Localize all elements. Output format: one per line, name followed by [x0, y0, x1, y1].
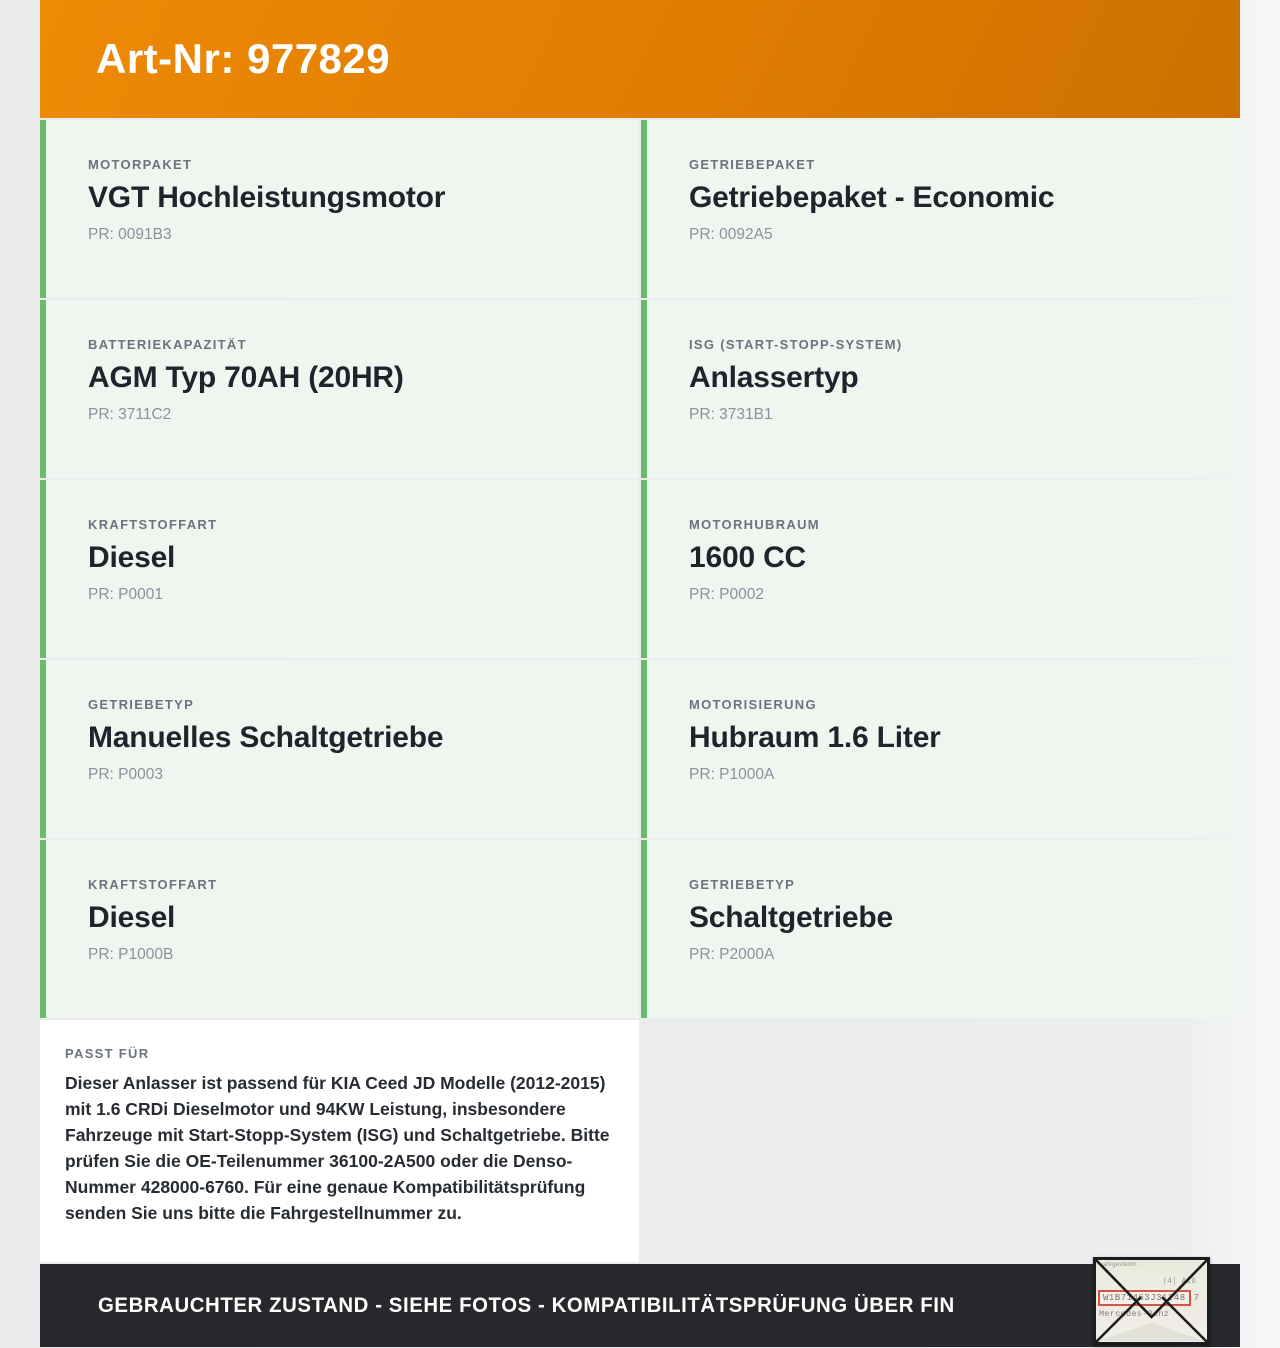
spec-card-motorpaket [40, 120, 639, 298]
spec-card-pr-code: PR: 3711C2 [88, 406, 172, 423]
condition-notice: GEBRAUCHTER ZUSTAND - SIEHE FOTOS - KOMPATIBILITÄTSPRÜFUNG ÜBER FIN [98, 1293, 955, 1317]
header-banner [40, 0, 1240, 118]
spec-card-getriebepaket [641, 120, 1240, 298]
spec-card-pr-code: PR: 0092A5 [689, 226, 773, 243]
spec-card-label: KRAFTSTOFFART [88, 877, 218, 892]
spec-card-title: Schaltgetriebe [689, 901, 893, 934]
spec-card-label: KRAFTSTOFFART [88, 517, 218, 532]
vin-highlight-box: W1B71463J31248 [1098, 1290, 1191, 1306]
spec-card-getriebetyp-2 [641, 840, 1240, 1018]
spec-card-motorhubraum [641, 480, 1240, 658]
spec-card-pr-code: PR: P2000A [689, 946, 775, 963]
spec-grid [40, 120, 1240, 1262]
spec-card-batteriekapazitaet [40, 300, 639, 478]
spec-card-title: Getriebepaket - Economic [689, 181, 1055, 214]
spec-card-label: BATTERIEKAPAZITÄT [88, 337, 247, 352]
fitment-description: Dieser Anlasser ist passend für KIA Ceed JD Modelle (2012-2015) mit 1.6 CRDi Dieselmotor und 94KW Leistung, insbesondere Fahrzeuge mit Start-Stopp-System (ISG) und Schaltgetriebe. Bitte prüfen Sie die OE-Teilenummer 36100-2A500 oder die Denso-Nummer 428000-6760. Für eine genaue Kompatibilitätsprüfung senden Sie uns bitte die Fahrgestellnummer zu. [65, 1073, 610, 1223]
spec-card-label: ISG (START-STOPP-SYSTEM) [689, 337, 903, 352]
spec-card-title: 1600 CC [689, 541, 807, 574]
spec-card-title: Manuelles Schaltgetriebe [88, 721, 444, 754]
footer-bar [40, 1264, 1240, 1347]
spec-card-getriebetyp [40, 660, 639, 838]
spec-card-label: MOTORISIERUNG [689, 697, 817, 712]
spec-card-isg [641, 300, 1240, 478]
spec-card-title: VGT Hochleistungsmotor [88, 181, 446, 214]
document-note: |4| Ai6 [1162, 1277, 1196, 1286]
vin-envelope-image [1093, 1257, 1210, 1345]
spec-card-pr-code: PR: P0003 [88, 766, 163, 783]
page [40, 0, 1240, 1347]
vehicle-brand-text: Mercedes-Benz [1099, 1309, 1170, 1319]
vin-field-label: Fahrgestellnr. [1099, 1262, 1139, 1268]
empty-cell [641, 1020, 1240, 1262]
spec-card-title: Anlassertyp [689, 361, 859, 394]
spec-card-pr-code: PR: 0091B3 [88, 226, 172, 243]
article-number-title: Art-Nr: 977829 [96, 35, 391, 82]
spec-card-label: MOTORHUBRAUM [689, 517, 820, 532]
spec-card-pr-code: PR: P1000A [689, 766, 775, 783]
envelope-icon [1093, 1257, 1210, 1345]
spec-card-title: Hubraum 1.6 Liter [689, 721, 941, 754]
spec-card-title: Diesel [88, 541, 176, 574]
spec-card-kraftstoffart-2 [40, 840, 639, 1018]
spec-card-motorisierung [641, 660, 1240, 838]
fitment-card [40, 1020, 639, 1262]
spec-card-pr-code: PR: P1000B [88, 946, 174, 963]
spec-card-kraftstoffart [40, 480, 639, 658]
spec-card-label: GETRIEBEPAKET [689, 157, 816, 172]
spec-card-title: Diesel [88, 901, 176, 934]
spec-card-label: MOTORPAKET [88, 157, 193, 172]
spec-card-pr-code: PR: 3731B1 [689, 406, 773, 423]
spec-card-pr-code: PR: P0001 [88, 586, 163, 603]
fitment-label: PASST FÜR [65, 1046, 150, 1061]
spec-card-pr-code: PR: P0002 [689, 586, 764, 603]
vin-check-digit: 7 [1193, 1293, 1200, 1303]
spec-card-label: GETRIEBETYP [88, 697, 195, 712]
spec-card-title: AGM Typ 70AH (20HR) [88, 361, 404, 394]
spec-card-label: GETRIEBETYP [689, 877, 796, 892]
